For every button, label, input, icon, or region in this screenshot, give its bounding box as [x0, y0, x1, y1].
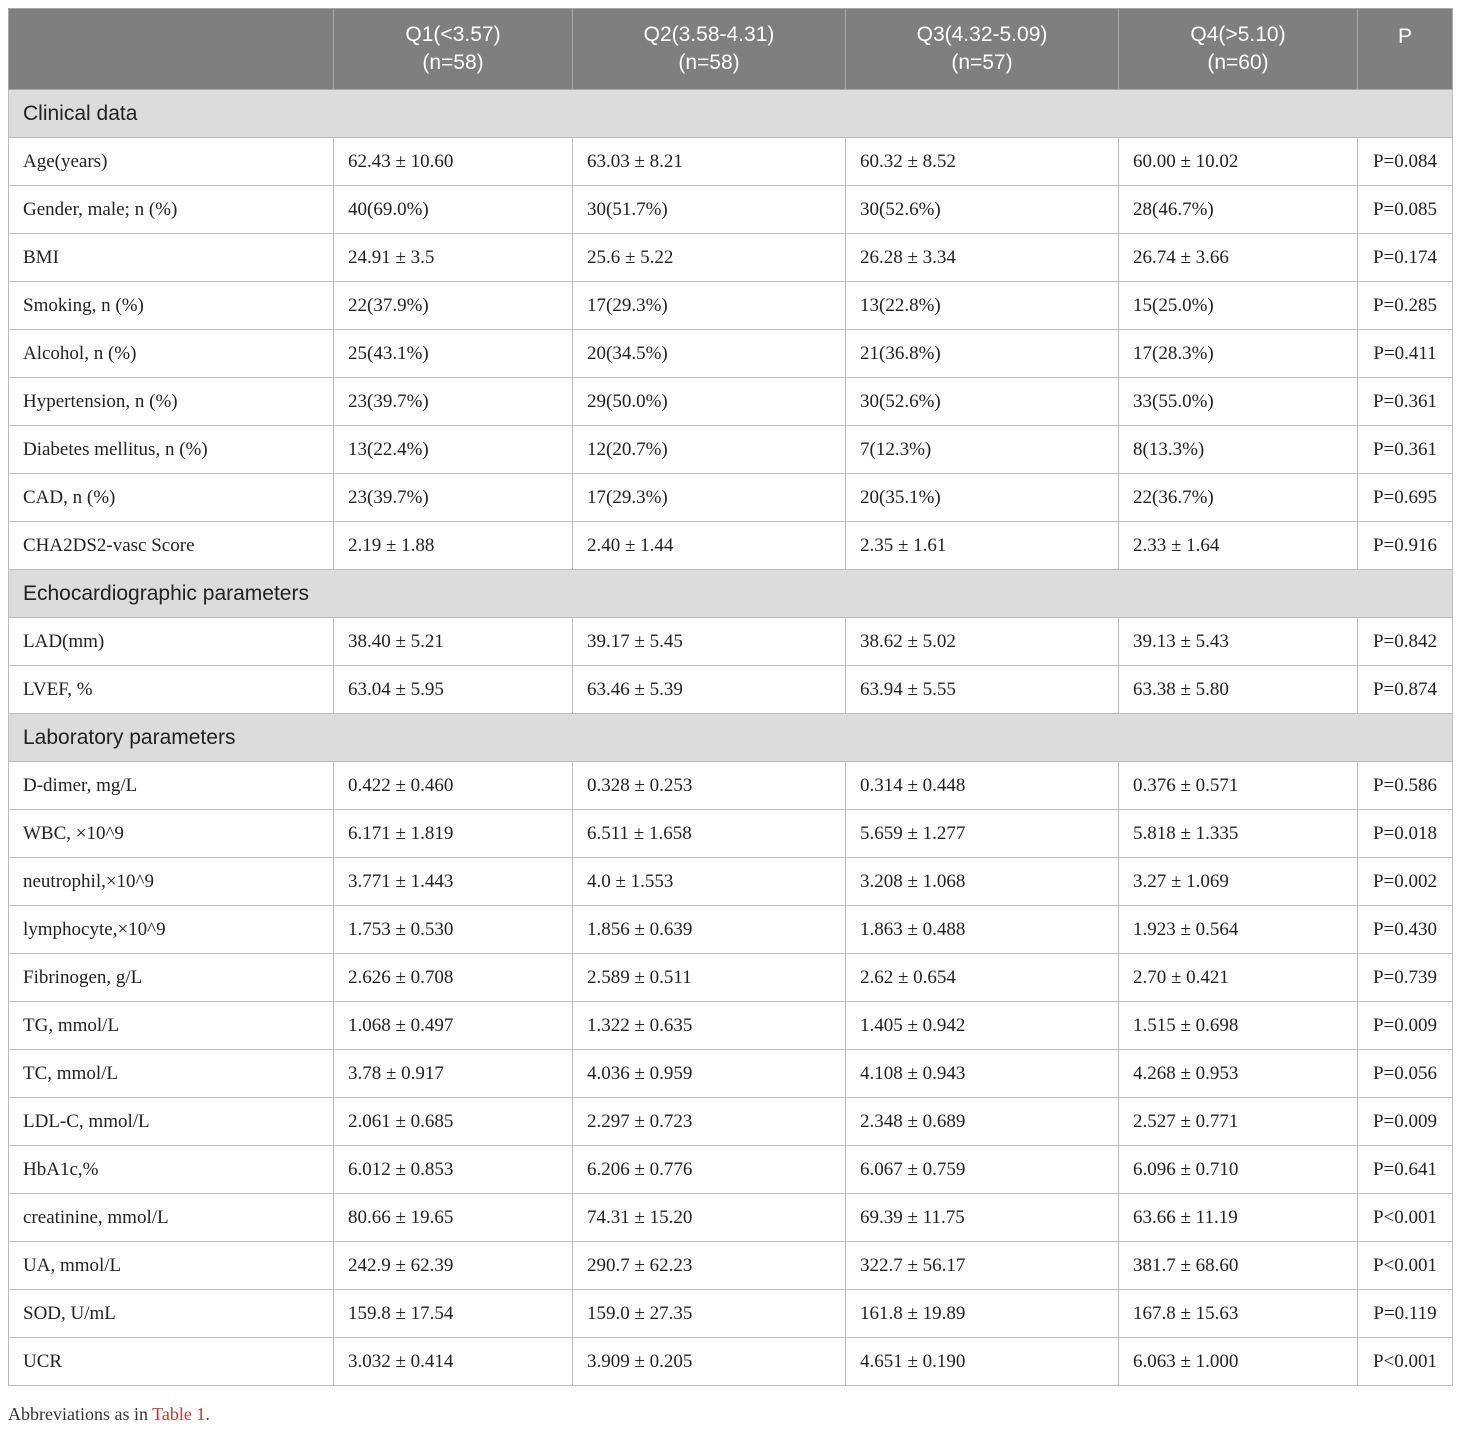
header-row	[9, 9, 1453, 90]
table-row	[9, 1002, 1453, 1050]
cell-q4: 8(13.3%)	[1119, 426, 1358, 474]
table-row	[9, 378, 1453, 426]
cell-label: TC, mmol/L	[9, 1050, 334, 1098]
table-row	[9, 1146, 1453, 1194]
cell-p: P<0.001	[1358, 1242, 1453, 1290]
cell-p: P=0.084	[1358, 138, 1453, 186]
cell-q3: 0.314 ± 0.448	[846, 762, 1119, 810]
cell-p: P=0.285	[1358, 282, 1453, 330]
cell-p: P=0.842	[1358, 618, 1453, 666]
cell-q4: 2.527 ± 0.771	[1119, 1098, 1358, 1146]
cell-q3: 6.067 ± 0.759	[846, 1146, 1119, 1194]
cell-p: P=0.641	[1358, 1146, 1453, 1194]
header-q4-line2: (n=60)	[1207, 51, 1269, 74]
cell-q2: 159.0 ± 27.35	[573, 1290, 846, 1338]
cell-q3: 1.863 ± 0.488	[846, 906, 1119, 954]
header-cell-q1	[334, 9, 573, 90]
cell-q1: 3.78 ± 0.917	[334, 1050, 573, 1098]
cell-p: P=0.916	[1358, 522, 1453, 570]
table-row	[9, 1050, 1453, 1098]
cell-q2: 290.7 ± 62.23	[573, 1242, 846, 1290]
cell-q4: 63.38 ± 5.80	[1119, 666, 1358, 714]
cell-q2: 1.322 ± 0.635	[573, 1002, 846, 1050]
cell-q3: 60.32 ± 8.52	[846, 138, 1119, 186]
cell-q3: 5.659 ± 1.277	[846, 810, 1119, 858]
cell-q3: 69.39 ± 11.75	[846, 1194, 1119, 1242]
cell-p: P=0.174	[1358, 234, 1453, 282]
cell-label: lymphocyte,×10^9	[9, 906, 334, 954]
table-row	[9, 618, 1453, 666]
cell-q2: 1.856 ± 0.639	[573, 906, 846, 954]
cell-label: SOD, U/mL	[9, 1290, 334, 1338]
cell-label: LDL-C, mmol/L	[9, 1098, 334, 1146]
table-row	[9, 954, 1453, 1002]
cell-label: Gender, male; n (%)	[9, 186, 334, 234]
cell-p: P<0.001	[1358, 1338, 1453, 1386]
cell-q4: 17(28.3%)	[1119, 330, 1358, 378]
cell-q4: 6.096 ± 0.710	[1119, 1146, 1358, 1194]
table-row	[9, 234, 1453, 282]
cell-p: P=0.056	[1358, 1050, 1453, 1098]
cell-q4: 167.8 ± 15.63	[1119, 1290, 1358, 1338]
table-row	[9, 282, 1453, 330]
cell-q3: 2.62 ± 0.654	[846, 954, 1119, 1002]
table-1-link[interactable]: Table 1	[152, 1404, 206, 1424]
cell-q1: 24.91 ± 3.5	[334, 234, 573, 282]
cell-q4: 60.00 ± 10.02	[1119, 138, 1358, 186]
table-row	[9, 810, 1453, 858]
cell-q4: 381.7 ± 68.60	[1119, 1242, 1358, 1290]
table-row	[9, 474, 1453, 522]
header-q3-line2: (n=57)	[951, 51, 1013, 74]
table-row	[9, 1098, 1453, 1146]
table-row	[9, 762, 1453, 810]
cell-q1: 242.9 ± 62.39	[334, 1242, 573, 1290]
table-body	[9, 90, 1453, 1386]
cell-label: BMI	[9, 234, 334, 282]
cell-q3: 322.7 ± 56.17	[846, 1242, 1119, 1290]
cell-p: P=0.119	[1358, 1290, 1453, 1338]
cell-q1: 159.8 ± 17.54	[334, 1290, 573, 1338]
cell-p: P=0.695	[1358, 474, 1453, 522]
cell-label: Diabetes mellitus, n (%)	[9, 426, 334, 474]
cell-p: P=0.430	[1358, 906, 1453, 954]
cell-q1: 2.626 ± 0.708	[334, 954, 573, 1002]
cell-q3: 26.28 ± 3.34	[846, 234, 1119, 282]
header-cell-q4	[1119, 9, 1358, 90]
cell-q1: 22(37.9%)	[334, 282, 573, 330]
cell-q4: 1.515 ± 0.698	[1119, 1002, 1358, 1050]
cell-q2: 6.511 ± 1.658	[573, 810, 846, 858]
table-row	[9, 666, 1453, 714]
cell-q2: 2.40 ± 1.44	[573, 522, 846, 570]
table-row	[9, 906, 1453, 954]
cell-label: D-dimer, mg/L	[9, 762, 334, 810]
table-row	[9, 1338, 1453, 1386]
cell-q3: 1.405 ± 0.942	[846, 1002, 1119, 1050]
cell-p: P=0.874	[1358, 666, 1453, 714]
header-q1-line2: (n=58)	[422, 51, 484, 74]
cell-p: P<0.001	[1358, 1194, 1453, 1242]
table-row	[9, 1242, 1453, 1290]
cell-q1: 23(39.7%)	[334, 474, 573, 522]
cell-q2: 63.03 ± 8.21	[573, 138, 846, 186]
cell-p: P=0.002	[1358, 858, 1453, 906]
table-row	[9, 426, 1453, 474]
cell-q1: 1.753 ± 0.530	[334, 906, 573, 954]
cell-p: P=0.361	[1358, 426, 1453, 474]
cell-q1: 80.66 ± 19.65	[334, 1194, 573, 1242]
cell-q2: 4.036 ± 0.959	[573, 1050, 846, 1098]
cell-p: P=0.739	[1358, 954, 1453, 1002]
cell-label: HbA1c,%	[9, 1146, 334, 1194]
cell-q1: 63.04 ± 5.95	[334, 666, 573, 714]
cell-label: creatinine, mmol/L	[9, 1194, 334, 1242]
header-q2-line1: Q2(3.58-4.31)	[643, 23, 775, 46]
cell-label: neutrophil,×10^9	[9, 858, 334, 906]
cell-q2: 3.909 ± 0.205	[573, 1338, 846, 1386]
cell-label: Alcohol, n (%)	[9, 330, 334, 378]
cell-q3: 161.8 ± 19.89	[846, 1290, 1119, 1338]
section-title: Clinical data	[9, 90, 1453, 138]
cell-q2: 12(20.7%)	[573, 426, 846, 474]
cell-p: P=0.009	[1358, 1098, 1453, 1146]
header-p-label: P	[1397, 25, 1412, 48]
data-table	[8, 8, 1453, 1386]
header-q1-line1: Q1(<3.57)	[405, 23, 501, 46]
cell-q1: 23(39.7%)	[334, 378, 573, 426]
cell-q2: 25.6 ± 5.22	[573, 234, 846, 282]
cell-q1: 62.43 ± 10.60	[334, 138, 573, 186]
cell-q1: 13(22.4%)	[334, 426, 573, 474]
cell-q2: 17(29.3%)	[573, 282, 846, 330]
cell-q1: 6.012 ± 0.853	[334, 1146, 573, 1194]
cell-q2: 39.17 ± 5.45	[573, 618, 846, 666]
table-row	[9, 522, 1453, 570]
cell-q2: 4.0 ± 1.553	[573, 858, 846, 906]
table-row	[9, 858, 1453, 906]
cell-q4: 33(55.0%)	[1119, 378, 1358, 426]
header-q3-line1: Q3(4.32-5.09)	[916, 23, 1048, 46]
cell-q1: 2.061 ± 0.685	[334, 1098, 573, 1146]
header-cell-p	[1358, 9, 1453, 90]
cell-q4: 26.74 ± 3.66	[1119, 234, 1358, 282]
table-row	[9, 138, 1453, 186]
cell-q4: 39.13 ± 5.43	[1119, 618, 1358, 666]
cell-p: P=0.411	[1358, 330, 1453, 378]
cell-label: CHA2DS2-vasc Score	[9, 522, 334, 570]
cell-q1: 6.171 ± 1.819	[334, 810, 573, 858]
cell-q4: 2.33 ± 1.64	[1119, 522, 1358, 570]
cell-label: UCR	[9, 1338, 334, 1386]
cell-q3: 7(12.3%)	[846, 426, 1119, 474]
cell-q4: 63.66 ± 11.19	[1119, 1194, 1358, 1242]
cell-q2: 17(29.3%)	[573, 474, 846, 522]
cell-q1: 3.771 ± 1.443	[334, 858, 573, 906]
cell-q2: 63.46 ± 5.39	[573, 666, 846, 714]
cell-q1: 25(43.1%)	[334, 330, 573, 378]
cell-q3: 13(22.8%)	[846, 282, 1119, 330]
cell-q2: 74.31 ± 15.20	[573, 1194, 846, 1242]
cell-q4: 28(46.7%)	[1119, 186, 1358, 234]
cell-p: P=0.586	[1358, 762, 1453, 810]
table-row	[9, 1290, 1453, 1338]
cell-q3: 21(36.8%)	[846, 330, 1119, 378]
cell-q4: 0.376 ± 0.571	[1119, 762, 1358, 810]
cell-q3: 2.348 ± 0.689	[846, 1098, 1119, 1146]
footnote	[8, 1404, 210, 1425]
header-cell-q2	[573, 9, 846, 90]
section-title: Laboratory parameters	[9, 714, 1453, 762]
cell-q3: 38.62 ± 5.02	[846, 618, 1119, 666]
cell-q1: 0.422 ± 0.460	[334, 762, 573, 810]
cell-label: Fibrinogen, g/L	[9, 954, 334, 1002]
cell-q4: 22(36.7%)	[1119, 474, 1358, 522]
cell-q2: 6.206 ± 0.776	[573, 1146, 846, 1194]
cell-q4: 1.923 ± 0.564	[1119, 906, 1358, 954]
section-row	[9, 570, 1453, 618]
cell-label: Hypertension, n (%)	[9, 378, 334, 426]
cell-p: P=0.085	[1358, 186, 1453, 234]
cell-q3: 4.651 ± 0.190	[846, 1338, 1119, 1386]
cell-q1: 38.40 ± 5.21	[334, 618, 573, 666]
cell-p: P=0.009	[1358, 1002, 1453, 1050]
cell-label: Smoking, n (%)	[9, 282, 334, 330]
cell-label: TG, mmol/L	[9, 1002, 334, 1050]
cell-q4: 6.063 ± 1.000	[1119, 1338, 1358, 1386]
cell-label: LVEF, %	[9, 666, 334, 714]
section-row	[9, 714, 1453, 762]
cell-q4: 3.27 ± 1.069	[1119, 858, 1358, 906]
header-cell-label	[9, 9, 334, 90]
table-row	[9, 1194, 1453, 1242]
cell-q3: 63.94 ± 5.55	[846, 666, 1119, 714]
section-row	[9, 90, 1453, 138]
cell-q2: 20(34.5%)	[573, 330, 846, 378]
table-row	[9, 330, 1453, 378]
cell-q4: 4.268 ± 0.953	[1119, 1050, 1358, 1098]
cell-q2: 0.328 ± 0.253	[573, 762, 846, 810]
cell-q2: 2.297 ± 0.723	[573, 1098, 846, 1146]
cell-label: CAD, n (%)	[9, 474, 334, 522]
cell-label: Age(years)	[9, 138, 334, 186]
cell-p: P=0.361	[1358, 378, 1453, 426]
table-container	[8, 8, 1452, 1386]
cell-label: UA, mmol/L	[9, 1242, 334, 1290]
table-row	[9, 186, 1453, 234]
header-q4-line1: Q4(>5.10)	[1190, 23, 1286, 46]
cell-q3: 20(35.1%)	[846, 474, 1119, 522]
cell-q4: 5.818 ± 1.335	[1119, 810, 1358, 858]
header-q2-line2: (n=58)	[678, 51, 740, 74]
cell-q2: 30(51.7%)	[573, 186, 846, 234]
cell-p: P=0.018	[1358, 810, 1453, 858]
cell-q1: 2.19 ± 1.88	[334, 522, 573, 570]
cell-q3: 30(52.6%)	[846, 378, 1119, 426]
section-title: Echocardiographic parameters	[9, 570, 1453, 618]
cell-q4: 2.70 ± 0.421	[1119, 954, 1358, 1002]
cell-label: WBC, ×10^9	[9, 810, 334, 858]
cell-q3: 2.35 ± 1.61	[846, 522, 1119, 570]
cell-label: LAD(mm)	[9, 618, 334, 666]
cell-q2: 29(50.0%)	[573, 378, 846, 426]
footnote-prefix: Abbreviations as in	[8, 1404, 153, 1424]
cell-q2: 2.589 ± 0.511	[573, 954, 846, 1002]
footnote-suffix: .	[205, 1404, 210, 1424]
cell-q1: 40(69.0%)	[334, 186, 573, 234]
header-cell-q3	[846, 9, 1119, 90]
cell-q3: 4.108 ± 0.943	[846, 1050, 1119, 1098]
cell-q1: 1.068 ± 0.497	[334, 1002, 573, 1050]
cell-q1: 3.032 ± 0.414	[334, 1338, 573, 1386]
cell-q3: 3.208 ± 1.068	[846, 858, 1119, 906]
cell-q4: 15(25.0%)	[1119, 282, 1358, 330]
cell-q3: 30(52.6%)	[846, 186, 1119, 234]
